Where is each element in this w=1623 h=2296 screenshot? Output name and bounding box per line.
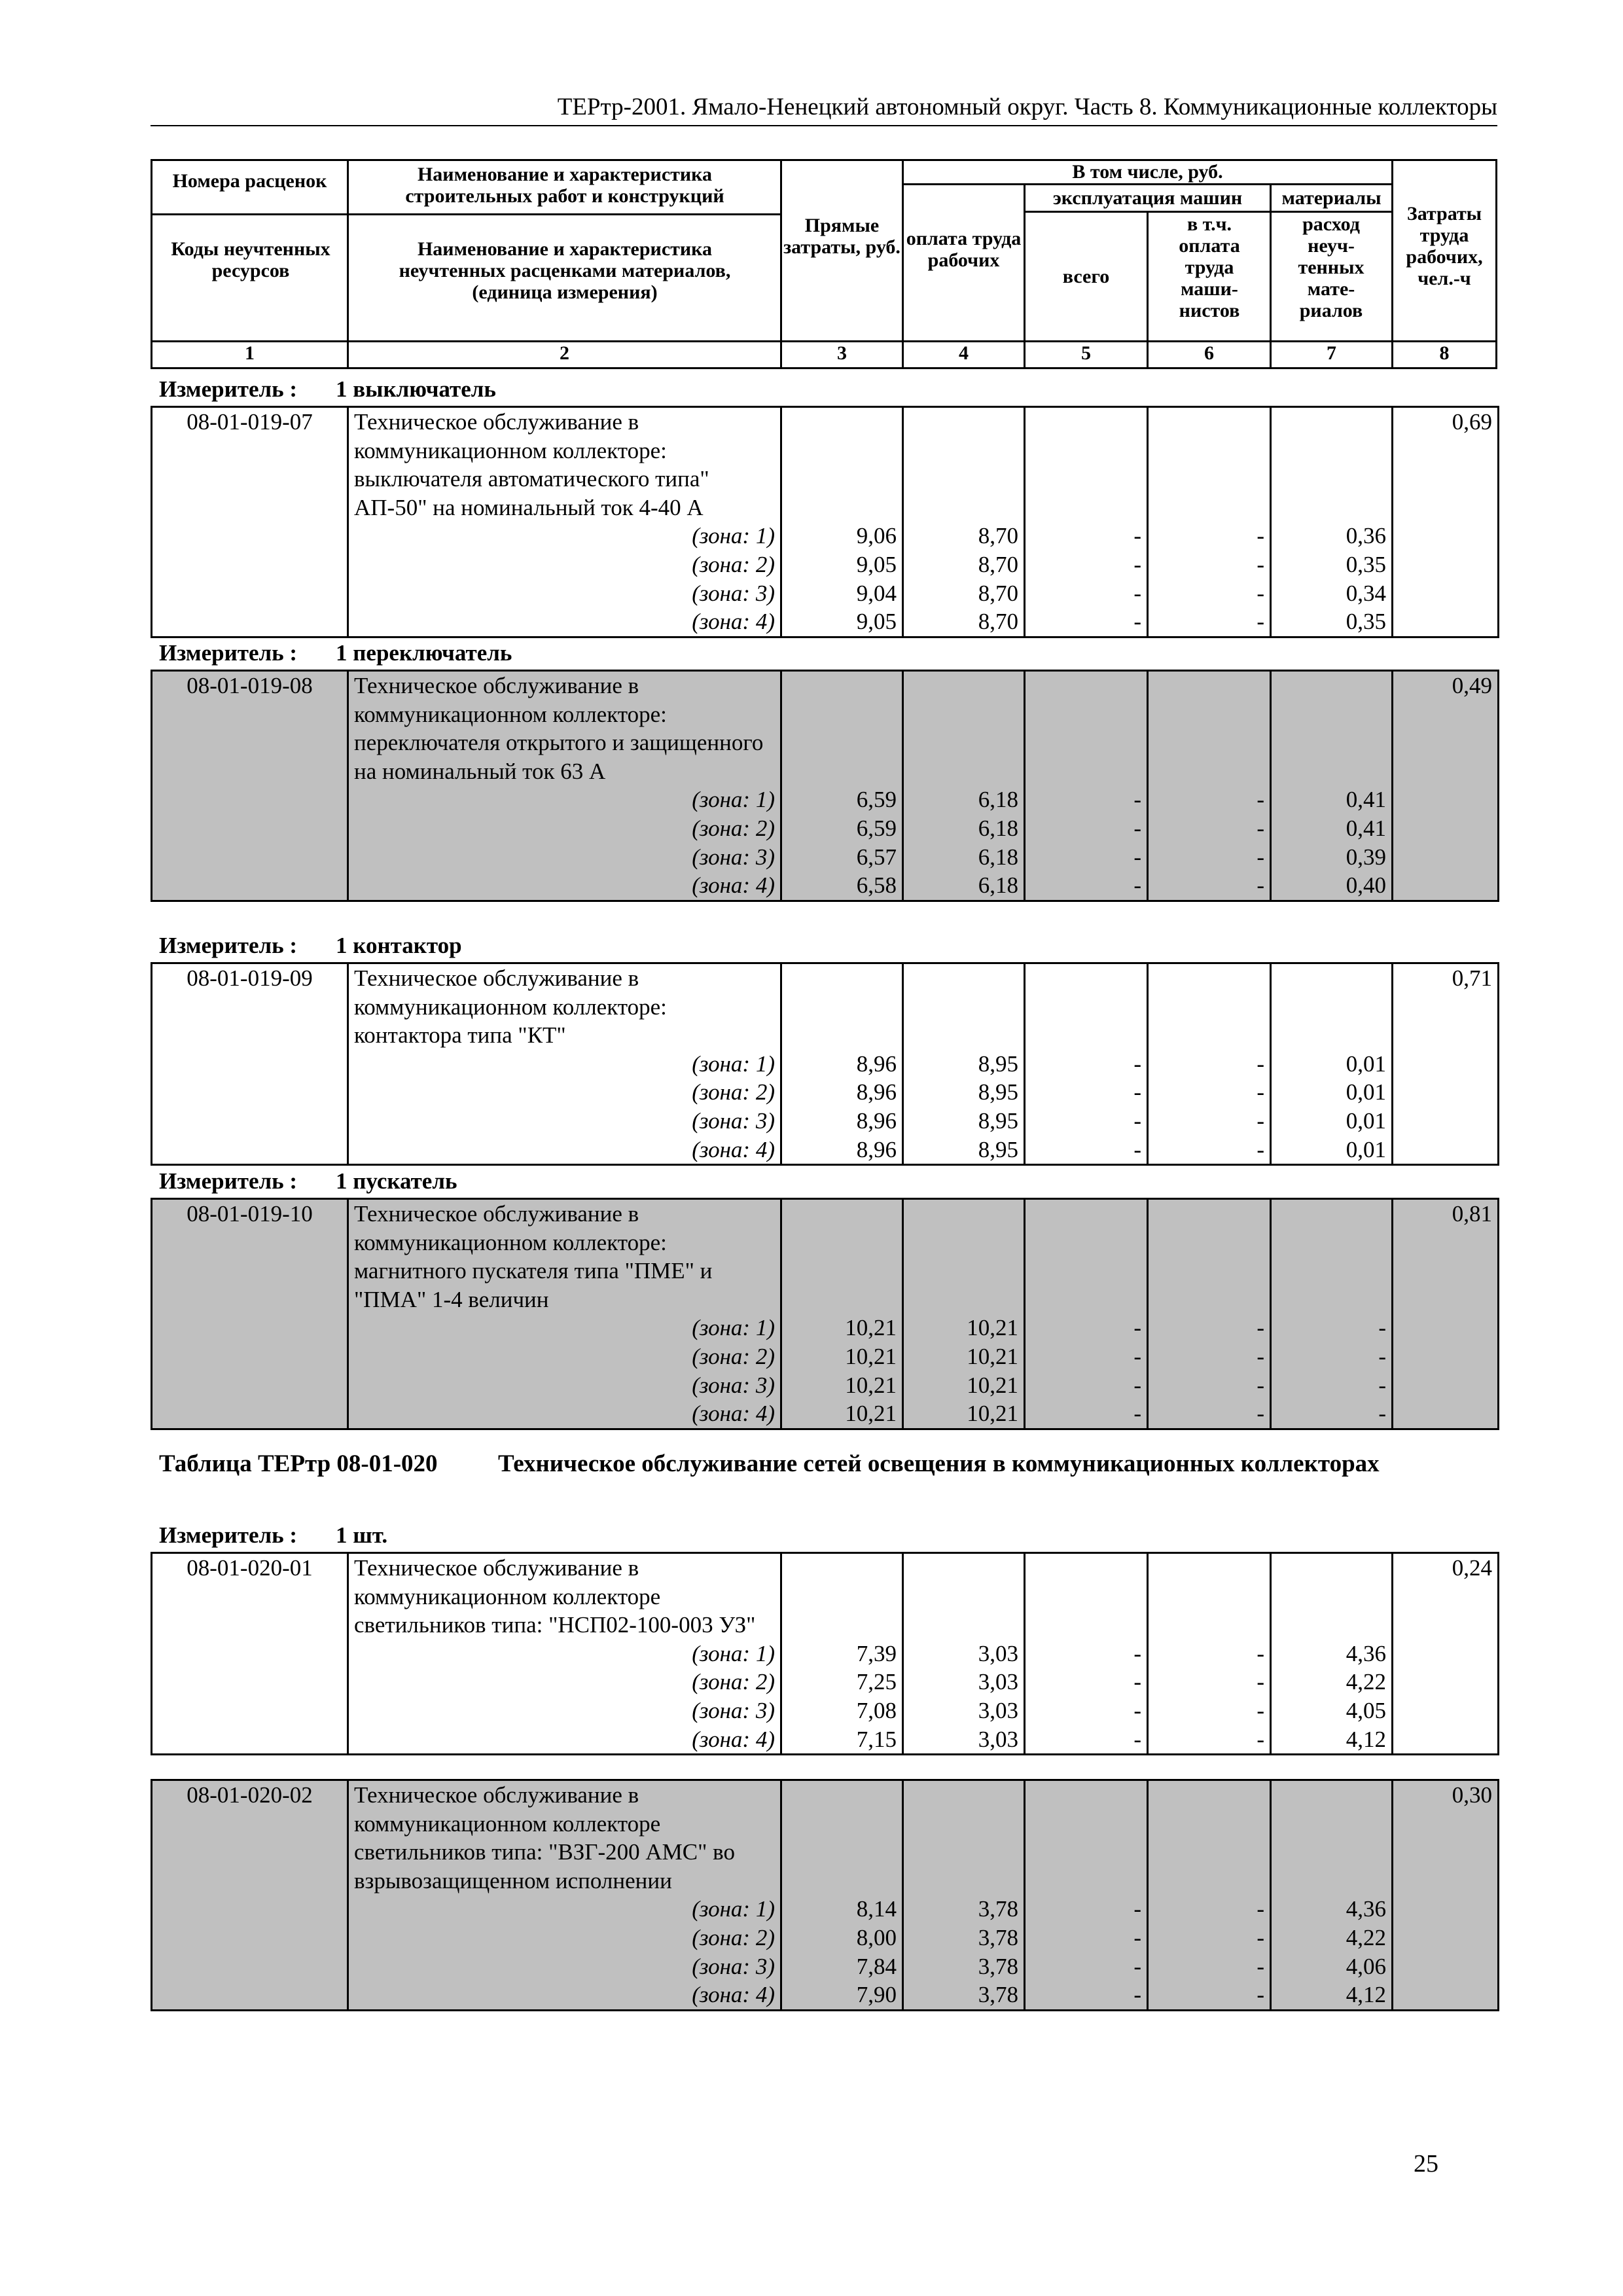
zone-value bbox=[1393, 1371, 1499, 1400]
rate-description: Техническое обслуживание в коммуникационном коллекторе: магнитного пускателя типа "ПМЕ" и "ПМА" 1-4 величин bbox=[348, 1199, 781, 1314]
rate-table bbox=[151, 1779, 1499, 2011]
zone-value: 10,21 bbox=[903, 1399, 1025, 1429]
zone-value: 10,21 bbox=[903, 1342, 1025, 1371]
measure-value: 1 контактор bbox=[336, 933, 462, 958]
zone-value: 8,14 bbox=[781, 1895, 903, 1924]
zone-value: - bbox=[1025, 1895, 1148, 1924]
measure-value: 1 шт. bbox=[336, 1522, 388, 1548]
zone-value: - bbox=[1148, 1981, 1271, 2010]
zone-value bbox=[1393, 579, 1499, 608]
zone-value bbox=[152, 1314, 348, 1342]
zone-label: (зона: 1) bbox=[348, 1895, 781, 1924]
zone-value: - bbox=[1148, 1342, 1271, 1371]
zone-value bbox=[1393, 1314, 1499, 1342]
zone-value: 0,36 bbox=[1271, 522, 1393, 550]
rate-code: 08-01-019-08 bbox=[152, 671, 348, 786]
zone-value: 7,39 bbox=[781, 1640, 903, 1668]
rate-description: Техническое обслуживание в коммуникационном коллекторе: контактора типа "КТ" bbox=[348, 963, 781, 1050]
zone-value bbox=[1393, 1952, 1499, 1981]
zone-value bbox=[1393, 607, 1499, 637]
zone-value: 6,58 bbox=[781, 871, 903, 901]
zone-value: - bbox=[1025, 871, 1148, 901]
col2-header-top: Наименование и характеристика строительных работ и конструкций bbox=[405, 164, 724, 207]
zone-value: 7,84 bbox=[781, 1952, 903, 1981]
labor-cost: 0,24 bbox=[1393, 1553, 1499, 1640]
zone-value bbox=[1393, 1136, 1499, 1165]
zone-value: - bbox=[1025, 1078, 1148, 1107]
rate-code: 08-01-019-09 bbox=[152, 963, 348, 1050]
zone-value: 0,34 bbox=[1271, 579, 1393, 608]
zone-row bbox=[152, 1371, 1499, 1400]
col-number-7: 7 bbox=[1327, 342, 1336, 364]
zone-value: 6,18 bbox=[903, 785, 1025, 814]
rate-code: 08-01-020-02 bbox=[152, 1780, 348, 1895]
zone-value: - bbox=[1025, 1725, 1148, 1755]
zone-value: 8,95 bbox=[903, 1050, 1025, 1079]
col5-header: всего bbox=[1062, 266, 1110, 287]
zone-value: 0,01 bbox=[1271, 1078, 1393, 1107]
zone-value bbox=[1393, 1924, 1499, 1952]
zone-value bbox=[152, 1696, 348, 1725]
rate-table bbox=[151, 962, 1499, 1166]
zone-value: 7,25 bbox=[781, 1668, 903, 1696]
zone-value: 9,04 bbox=[781, 579, 903, 608]
zone-value: - bbox=[1025, 550, 1148, 579]
zone-value: - bbox=[1148, 579, 1271, 608]
zone-value: - bbox=[1025, 1342, 1148, 1371]
zone-value bbox=[152, 1952, 348, 1981]
rate-code: 08-01-019-10 bbox=[152, 1199, 348, 1314]
measure-row bbox=[159, 1168, 457, 1194]
zone-value: - bbox=[1025, 1981, 1148, 2010]
measure-label: Измеритель : bbox=[159, 640, 298, 666]
zone-value bbox=[152, 579, 348, 608]
zone-value: - bbox=[1025, 843, 1148, 872]
zone-value: 7,90 bbox=[781, 1981, 903, 2010]
zone-value: - bbox=[1271, 1342, 1393, 1371]
zone-value: 8,70 bbox=[903, 579, 1025, 608]
zone-value: 8,95 bbox=[903, 1136, 1025, 1165]
measure-label: Измеритель : bbox=[159, 1522, 298, 1548]
zone-value: 3,03 bbox=[903, 1696, 1025, 1725]
zone-value: 10,21 bbox=[781, 1399, 903, 1429]
zone-value: 7,08 bbox=[781, 1696, 903, 1725]
zone-row bbox=[152, 1136, 1499, 1165]
zone-row bbox=[152, 522, 1499, 550]
zone-label: (зона: 1) bbox=[348, 1640, 781, 1668]
measure-value: 1 выключатель bbox=[336, 376, 496, 402]
zone-value: - bbox=[1148, 1895, 1271, 1924]
zone-row bbox=[152, 1924, 1499, 1952]
zone-label: (зона: 2) bbox=[348, 1342, 781, 1371]
zone-value: 8,70 bbox=[903, 607, 1025, 637]
materials-header: материалы bbox=[1281, 187, 1382, 209]
zone-row bbox=[152, 1399, 1499, 1429]
zone-value: 0,01 bbox=[1271, 1050, 1393, 1079]
zone-label: (зона: 1) bbox=[348, 522, 781, 550]
col-number-8: 8 bbox=[1439, 342, 1450, 364]
zone-row bbox=[152, 1725, 1499, 1755]
zone-value: 6,57 bbox=[781, 843, 903, 872]
zone-value: - bbox=[1148, 1136, 1271, 1165]
zone-label: (зона: 4) bbox=[348, 1399, 781, 1429]
zone-value: - bbox=[1025, 1668, 1148, 1696]
zone-row bbox=[152, 1314, 1499, 1342]
zone-value bbox=[1393, 814, 1499, 843]
zone-value: 4,22 bbox=[1271, 1668, 1393, 1696]
zone-value bbox=[152, 1342, 348, 1371]
zone-value: 9,05 bbox=[781, 607, 903, 637]
zone-value: 3,03 bbox=[903, 1668, 1025, 1696]
zone-row bbox=[152, 607, 1499, 637]
zone-value: - bbox=[1148, 871, 1271, 901]
zone-label: (зона: 1) bbox=[348, 1314, 781, 1342]
labor-cost: 0,49 bbox=[1393, 671, 1499, 786]
zone-value bbox=[152, 607, 348, 637]
zone-value: 3,78 bbox=[903, 1924, 1025, 1952]
measure-row bbox=[159, 640, 512, 666]
rate-description: Техническое обслуживание в коммуникационном коллекторе светильников типа: "ВЗГ-200 АМС" во взрывозащищенном исполнении bbox=[348, 1780, 781, 1895]
col6-header: в т.ч. оплата труда маши-нистов bbox=[1179, 213, 1240, 321]
measure-value: 1 переключатель bbox=[336, 640, 512, 666]
zone-value: - bbox=[1148, 814, 1271, 843]
zone-label: (зона: 3) bbox=[348, 1107, 781, 1136]
zone-value bbox=[1393, 550, 1499, 579]
zone-value: - bbox=[1271, 1314, 1393, 1342]
zone-row bbox=[152, 1342, 1499, 1371]
zone-value: - bbox=[1025, 1314, 1148, 1342]
col-number-4: 4 bbox=[959, 342, 969, 364]
zone-value bbox=[1393, 1399, 1499, 1429]
zone-value bbox=[1393, 1107, 1499, 1136]
measure-row bbox=[159, 376, 496, 403]
zone-value: 9,05 bbox=[781, 550, 903, 579]
zone-value bbox=[1393, 871, 1499, 901]
zone-value bbox=[152, 1725, 348, 1755]
measure-label: Измеритель : bbox=[159, 1168, 298, 1194]
zone-value bbox=[1393, 522, 1499, 550]
zone-value: - bbox=[1148, 1640, 1271, 1668]
zone-value bbox=[1393, 1640, 1499, 1668]
zone-row bbox=[152, 785, 1499, 814]
zone-value: 6,59 bbox=[781, 814, 903, 843]
zone-value: - bbox=[1148, 1078, 1271, 1107]
zone-value bbox=[152, 1107, 348, 1136]
zone-value: 4,36 bbox=[1271, 1895, 1393, 1924]
zone-value bbox=[152, 871, 348, 901]
zone-value: - bbox=[1271, 1399, 1393, 1429]
labor-cost: 0,30 bbox=[1393, 1780, 1499, 1895]
zone-value: 6,59 bbox=[781, 785, 903, 814]
zone-value: 4,12 bbox=[1271, 1981, 1393, 2010]
zone-value bbox=[1393, 843, 1499, 872]
zone-value: - bbox=[1148, 1107, 1271, 1136]
zone-value: 0,01 bbox=[1271, 1136, 1393, 1165]
zone-label: (зона: 2) bbox=[348, 550, 781, 579]
zone-row bbox=[152, 1895, 1499, 1924]
zone-value bbox=[152, 1371, 348, 1400]
zone-row bbox=[152, 1696, 1499, 1725]
section-label: Таблица ТЕРтр 08-01-020 bbox=[159, 1450, 438, 1477]
zone-value bbox=[152, 1924, 348, 1952]
rate-description: Техническое обслуживание в коммуникационном коллекторе: переключателя открытого и защищенного на номинальный ток 63 А bbox=[348, 671, 781, 786]
zone-label: (зона: 2) bbox=[348, 1668, 781, 1696]
zone-label: (зона: 4) bbox=[348, 1725, 781, 1755]
zone-value: 3,78 bbox=[903, 1981, 1025, 2010]
labor-cost: 0,71 bbox=[1393, 963, 1499, 1050]
zone-value bbox=[152, 550, 348, 579]
zone-value: - bbox=[1148, 1924, 1271, 1952]
zone-value: 4,05 bbox=[1271, 1696, 1393, 1725]
zone-value: 8,70 bbox=[903, 550, 1025, 579]
zone-row bbox=[152, 871, 1499, 901]
measure-value: 1 пускатель bbox=[336, 1168, 457, 1194]
zone-value bbox=[152, 1136, 348, 1165]
zone-value bbox=[1393, 1050, 1499, 1079]
zone-value bbox=[152, 843, 348, 872]
zone-value: - bbox=[1025, 607, 1148, 637]
zone-value: - bbox=[1148, 1696, 1271, 1725]
zone-value: - bbox=[1148, 1668, 1271, 1696]
zone-value: 8,00 bbox=[781, 1924, 903, 1952]
zone-row bbox=[152, 579, 1499, 608]
rate-description: Техническое обслуживание в коммуникационном коллекторе: выключателя автоматического типа" АП-50" на номинальный ток 4-40 А bbox=[348, 407, 781, 522]
zone-value: 8,96 bbox=[781, 1050, 903, 1079]
rate-table bbox=[151, 1552, 1499, 1755]
measure-row bbox=[159, 933, 462, 959]
zone-row bbox=[152, 1640, 1499, 1668]
zone-value: 6,18 bbox=[903, 814, 1025, 843]
rate-table bbox=[151, 1198, 1499, 1430]
zone-row bbox=[152, 843, 1499, 872]
zone-label: (зона: 3) bbox=[348, 843, 781, 872]
zone-value bbox=[152, 1050, 348, 1079]
zone-value: 10,21 bbox=[781, 1314, 903, 1342]
zone-row bbox=[152, 1981, 1499, 2010]
zone-value: - bbox=[1025, 814, 1148, 843]
zone-value: 10,21 bbox=[903, 1314, 1025, 1342]
rate-description: Техническое обслуживание в коммуникационном коллекторе светильников типа: "НСП02-100-003 УЗ" bbox=[348, 1553, 781, 1640]
zone-value: 8,95 bbox=[903, 1107, 1025, 1136]
zone-value: 3,78 bbox=[903, 1895, 1025, 1924]
zone-value bbox=[1393, 1725, 1499, 1755]
zone-value bbox=[1393, 1895, 1499, 1924]
zone-value: 0,35 bbox=[1271, 550, 1393, 579]
zone-label: (зона: 4) bbox=[348, 1136, 781, 1165]
zone-value: 0,01 bbox=[1271, 1107, 1393, 1136]
zone-value bbox=[1393, 1668, 1499, 1696]
zone-value: - bbox=[1148, 1371, 1271, 1400]
zone-value: - bbox=[1148, 1399, 1271, 1429]
col-number-2: 2 bbox=[560, 342, 569, 364]
zone-value: - bbox=[1025, 1371, 1148, 1400]
zone-value bbox=[1393, 785, 1499, 814]
page-number: 25 bbox=[1414, 2150, 1438, 2178]
col-number-5: 5 bbox=[1081, 342, 1091, 364]
zone-value: 0,35 bbox=[1271, 607, 1393, 637]
zone-row bbox=[152, 814, 1499, 843]
zone-label: (зона: 3) bbox=[348, 1952, 781, 1981]
zone-row bbox=[152, 1107, 1499, 1136]
col4-header: оплата труда рабочих bbox=[906, 228, 1022, 271]
zone-value: 7,15 bbox=[781, 1725, 903, 1755]
zone-value: 4,12 bbox=[1271, 1725, 1393, 1755]
col8-header: Затраты труда рабочих, чел.-ч bbox=[1406, 203, 1483, 289]
section-heading: Техническое обслуживание сетей освещения в коммуникационных коллекторах bbox=[498, 1450, 1380, 1477]
zone-value: - bbox=[1148, 1314, 1271, 1342]
zone-value: - bbox=[1148, 1952, 1271, 1981]
zone-value bbox=[152, 1078, 348, 1107]
zone-value: 8,96 bbox=[781, 1136, 903, 1165]
zone-value: - bbox=[1271, 1371, 1393, 1400]
zone-row bbox=[152, 1078, 1499, 1107]
labor-cost: 0,81 bbox=[1393, 1199, 1499, 1314]
incl-header: В том числе, руб. bbox=[1072, 161, 1223, 183]
zone-value: 4,22 bbox=[1271, 1924, 1393, 1952]
zone-value: 3,03 bbox=[903, 1725, 1025, 1755]
zone-label: (зона: 4) bbox=[348, 871, 781, 901]
zone-label: (зона: 4) bbox=[348, 607, 781, 637]
zone-value: 4,36 bbox=[1271, 1640, 1393, 1668]
rate-table bbox=[151, 406, 1499, 638]
zone-value: - bbox=[1025, 1952, 1148, 1981]
col-number-1: 1 bbox=[245, 342, 255, 364]
measure-label: Измеритель : bbox=[159, 376, 298, 402]
zone-value: 10,21 bbox=[781, 1371, 903, 1400]
zone-value: - bbox=[1025, 579, 1148, 608]
zone-value: 8,95 bbox=[903, 1078, 1025, 1107]
table-header-grid bbox=[151, 159, 1497, 369]
zone-value: - bbox=[1025, 1640, 1148, 1668]
labor-cost: 0,69 bbox=[1393, 407, 1499, 522]
zone-value bbox=[1393, 1342, 1499, 1371]
zone-label: (зона: 2) bbox=[348, 1924, 781, 1952]
zone-value: 9,06 bbox=[781, 522, 903, 550]
zone-value: 0,39 bbox=[1271, 843, 1393, 872]
zone-row bbox=[152, 1668, 1499, 1696]
col7-header: расход неуч-тенных мате-риалов bbox=[1298, 213, 1364, 321]
zone-value: 10,21 bbox=[903, 1371, 1025, 1400]
zone-value bbox=[152, 1640, 348, 1668]
col-number-6: 6 bbox=[1204, 342, 1214, 364]
zone-value bbox=[152, 785, 348, 814]
running-header: ТЕРтр-2001. Ямало-Ненецкий автономный округ. Часть 8. Коммуникационные коллекторы bbox=[151, 93, 1497, 126]
zone-value bbox=[152, 1668, 348, 1696]
zone-value: 6,18 bbox=[903, 871, 1025, 901]
zone-value: - bbox=[1025, 1696, 1148, 1725]
zone-label: (зона: 3) bbox=[348, 1371, 781, 1400]
col-number-3: 3 bbox=[837, 342, 847, 364]
zone-value bbox=[1393, 1696, 1499, 1725]
zone-value: 8,70 bbox=[903, 522, 1025, 550]
zone-value: - bbox=[1148, 843, 1271, 872]
zone-value: - bbox=[1025, 1107, 1148, 1136]
zone-value: - bbox=[1148, 522, 1271, 550]
zone-label: (зона: 1) bbox=[348, 785, 781, 814]
zone-value: 3,03 bbox=[903, 1640, 1025, 1668]
zone-value bbox=[1393, 1981, 1499, 2010]
zone-value bbox=[152, 522, 348, 550]
zone-value: - bbox=[1148, 785, 1271, 814]
machines-header: эксплуатация машин bbox=[1052, 187, 1243, 209]
zone-value: - bbox=[1025, 785, 1148, 814]
col1-header-top: Номера расценок bbox=[172, 170, 327, 192]
rate-code: 08-01-019-07 bbox=[152, 407, 348, 522]
zone-value: - bbox=[1025, 1136, 1148, 1165]
zone-value: - bbox=[1025, 1399, 1148, 1429]
zone-value: 8,96 bbox=[781, 1107, 903, 1136]
zone-label: (зона: 4) bbox=[348, 1981, 781, 2010]
zone-label: (зона: 1) bbox=[348, 1050, 781, 1079]
measure-label: Измеритель : bbox=[159, 933, 298, 958]
zone-value bbox=[152, 1399, 348, 1429]
zone-value: - bbox=[1148, 550, 1271, 579]
zone-value: 0,40 bbox=[1271, 871, 1393, 901]
rate-table bbox=[151, 670, 1499, 902]
zone-value: - bbox=[1025, 522, 1148, 550]
zone-value: 6,18 bbox=[903, 843, 1025, 872]
zone-value: - bbox=[1025, 1050, 1148, 1079]
zone-value: 8,96 bbox=[781, 1078, 903, 1107]
zone-value: 0,41 bbox=[1271, 814, 1393, 843]
zone-value: 4,06 bbox=[1271, 1952, 1393, 1981]
col3-header: Прямые затраты, руб. bbox=[783, 215, 901, 258]
zone-value: - bbox=[1148, 607, 1271, 637]
col2-header-bottom: Наименование и характеристика неучтенных расценками материалов, (единица измерения) bbox=[399, 238, 731, 303]
zone-row bbox=[152, 1050, 1499, 1079]
zone-value bbox=[1393, 1078, 1499, 1107]
zone-label: (зона: 2) bbox=[348, 1078, 781, 1107]
zone-value: - bbox=[1148, 1725, 1271, 1755]
zone-label: (зона: 3) bbox=[348, 579, 781, 608]
measure-row bbox=[159, 1522, 388, 1549]
col1-header-bottom: Коды неучтенных ресурсов bbox=[171, 238, 330, 281]
zone-row bbox=[152, 550, 1499, 579]
zone-label: (зона: 3) bbox=[348, 1696, 781, 1725]
zone-value: 3,78 bbox=[903, 1952, 1025, 1981]
rate-code: 08-01-020-01 bbox=[152, 1553, 348, 1640]
zone-label: (зона: 2) bbox=[348, 814, 781, 843]
zone-value: 0,41 bbox=[1271, 785, 1393, 814]
zone-value bbox=[152, 1895, 348, 1924]
zone-value: 10,21 bbox=[781, 1342, 903, 1371]
zone-value: - bbox=[1025, 1924, 1148, 1952]
zone-value bbox=[152, 814, 348, 843]
zone-value: - bbox=[1148, 1050, 1271, 1079]
zone-value bbox=[152, 1981, 348, 2010]
zone-row bbox=[152, 1952, 1499, 1981]
